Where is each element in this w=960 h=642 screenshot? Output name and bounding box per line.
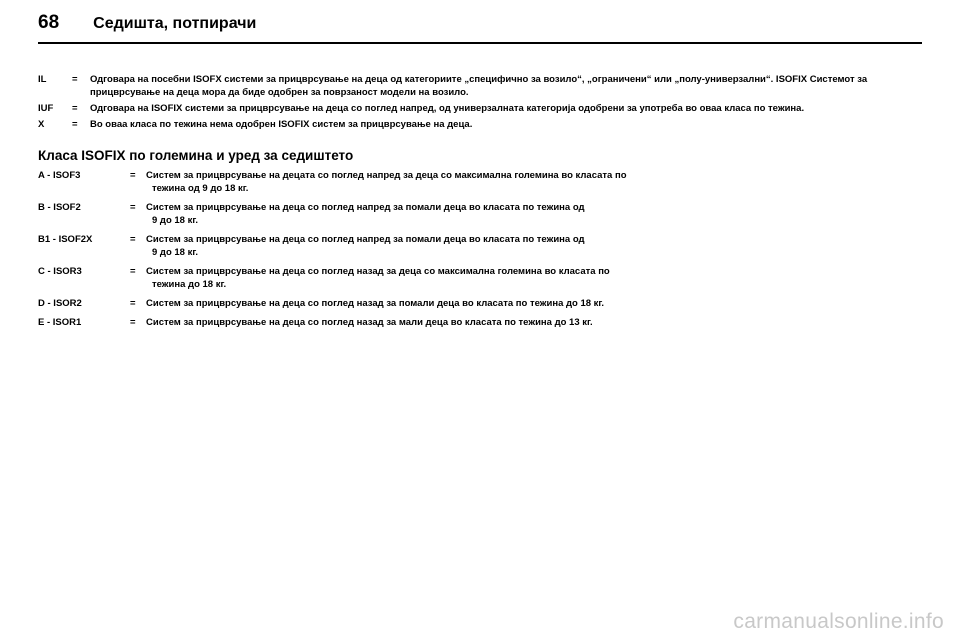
table-row: [38, 233, 922, 265]
class-description-line1: Систем за прицврсување на деца со поглед напред за помали деца во класата по тежина од: [146, 202, 585, 213]
class-equals: =: [130, 170, 136, 181]
page-title: Седишта, потпирачи: [93, 15, 257, 32]
legend-code: X: [38, 119, 45, 130]
legend-description: Одговара на посебни ISOFX системи за прицврсување на деца од категориите „специфично за возило“, „ограничени“ или „полу-универзални“. ISOFIX Системот за прицврсување на деца мора да биде одобрен за поврзаност модели на возило.: [90, 74, 868, 98]
class-code: C - ISOR3: [38, 266, 82, 277]
table-row: [38, 102, 922, 118]
legend-code: IL: [38, 74, 47, 85]
class-code: B1 - ISOF2X: [38, 234, 93, 245]
legend-description: Одговара на ISOFIX системи за прицврсување на деца со поглед напред, од универзалната категорија одобрени за употреба во оваа класа по тежина.: [90, 103, 805, 114]
class-equals: =: [130, 298, 136, 309]
class-description: [144, 297, 922, 316]
class-description-line2: тежина до 18 кг.: [152, 279, 227, 290]
table-row: [38, 265, 922, 297]
legend-code: IUF: [38, 103, 54, 114]
legend-equals: =: [72, 103, 78, 114]
class-description: [144, 169, 922, 201]
class-equals: =: [130, 234, 136, 245]
table-row: [38, 73, 922, 102]
class-description: [144, 233, 922, 265]
page-number: 68: [38, 12, 60, 33]
isofix-legend-table: [38, 73, 922, 134]
table-row: [38, 316, 922, 335]
class-description-line1: Систем за прицврсување на деца со поглед назад за мали деца во класата по тежина до 13 кг.: [146, 317, 593, 328]
class-description-line1: Систем за прицврсување на деца со поглед назад за помали деца во класата по тежина до 18 кг.: [146, 298, 605, 309]
class-description: [144, 316, 922, 335]
header-divider: [38, 42, 922, 44]
class-description-line1: Систем за прицврсување на деца со поглед назад за деца со максимална големина во класата по: [146, 266, 610, 277]
page-content: [38, 73, 922, 335]
class-description: [144, 265, 922, 297]
watermark: carmanualsonline.info: [733, 610, 944, 633]
class-equals: =: [130, 317, 136, 328]
class-description: [144, 201, 922, 233]
class-description-line2: тежина од 9 до 18 кг.: [152, 183, 249, 194]
table-row: [38, 201, 922, 233]
legend-equals: =: [72, 74, 78, 85]
section-heading: Класа ISOFIX по големина и уред за седиштето: [38, 148, 354, 163]
class-description-line2: 9 до 18 кг.: [152, 215, 199, 226]
table-row: [38, 297, 922, 316]
legend-equals: =: [72, 119, 78, 130]
class-equals: =: [130, 202, 136, 213]
class-description-line2: 9 до 18 кг.: [152, 247, 199, 258]
table-row: [38, 169, 922, 201]
class-equals: =: [130, 266, 136, 277]
isofix-class-table: [38, 169, 922, 335]
legend-description: Во оваа класа по тежина нема одобрен ISOFIX систем за прицврсување на деца.: [90, 119, 473, 130]
page-header: [38, 12, 922, 46]
page-header-inner: [38, 12, 922, 34]
table-row: [38, 118, 922, 134]
class-code: D - ISOR2: [38, 298, 82, 309]
class-description-line1: Систем за прицврсување на деца со поглед напред за помали деца во класата по тежина од: [146, 234, 585, 245]
class-description-line1: Систем за прицврсување на децата со поглед напред за деца со максимална големина во класата по: [146, 170, 627, 181]
class-code: E - ISOR1: [38, 317, 82, 328]
class-code: B - ISOF2: [38, 202, 81, 213]
class-code: A - ISOF3: [38, 170, 81, 181]
